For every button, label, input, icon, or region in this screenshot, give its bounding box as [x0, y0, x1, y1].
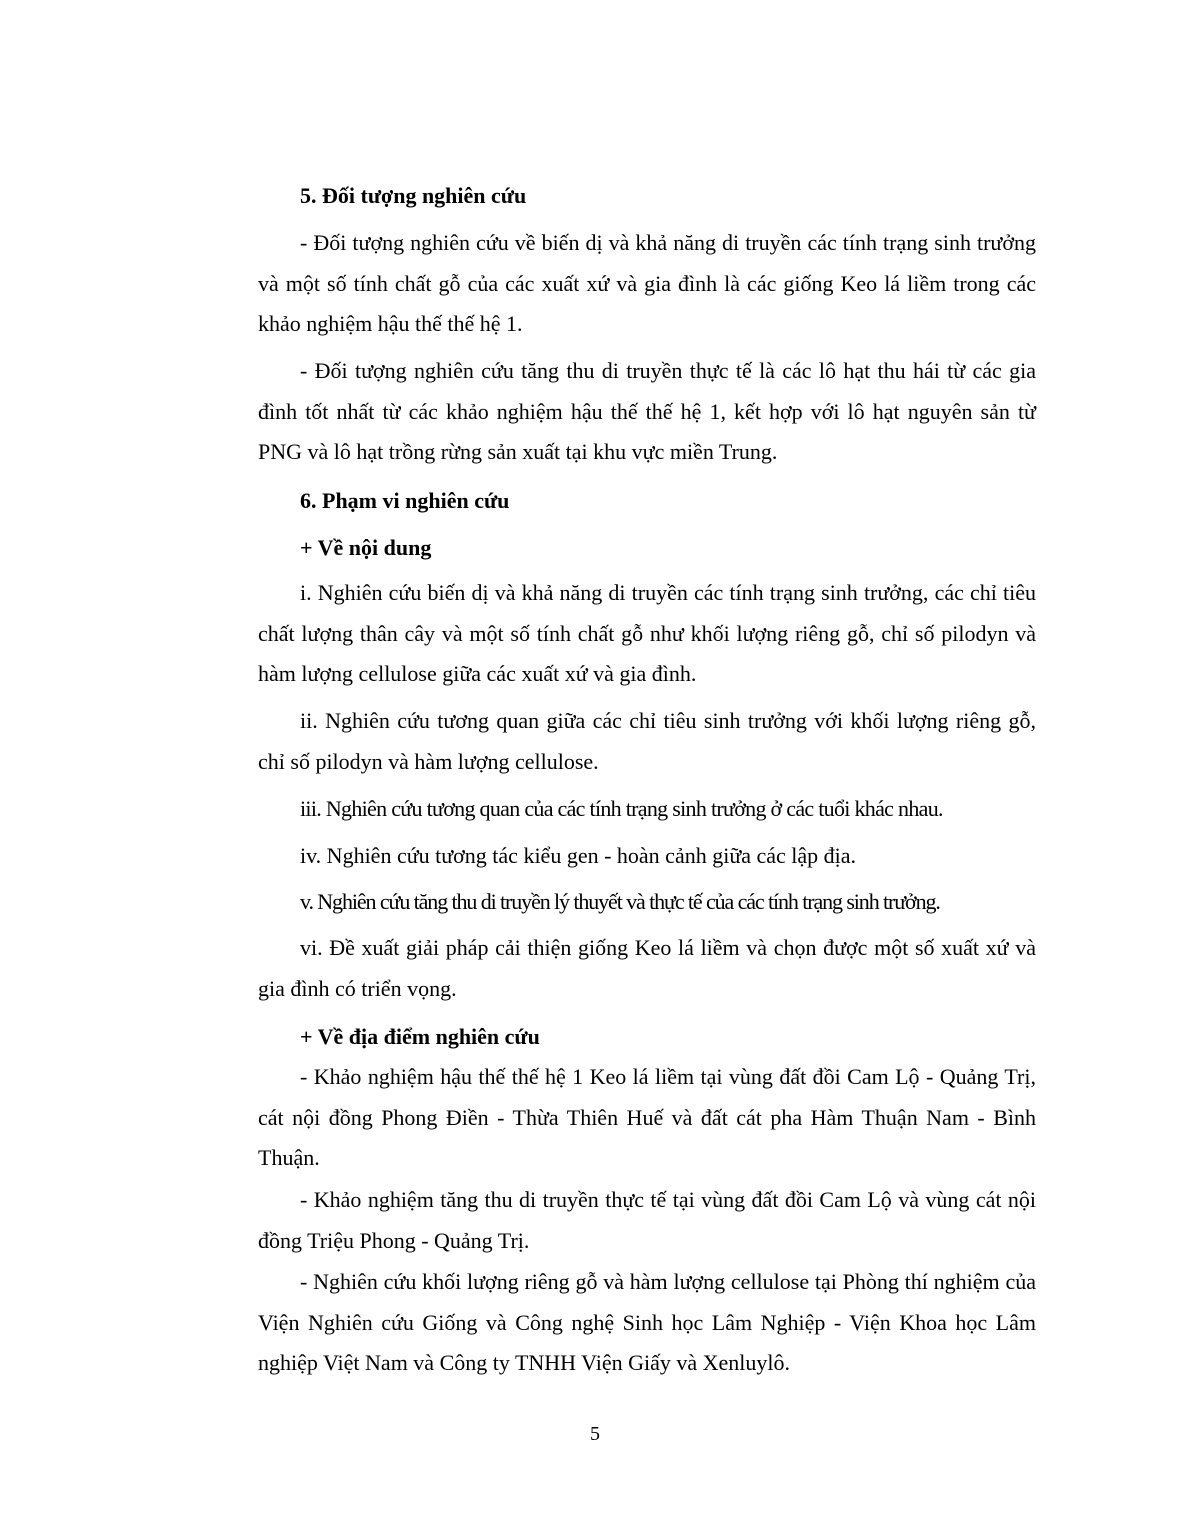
location-2 [258, 1180, 1036, 1261]
section-5-heading: 5. Đối tượng nghiên cứu [300, 183, 527, 208]
list-item: ii. Nghiên cứu tương quan giữa các chỉ tiêu sinh trưởng với khối lượng riêng gỗ, chỉ số pilodyn và hàm lượng cellulose. [258, 708, 1036, 774]
page-number: 5 [590, 1423, 600, 1445]
list-item: i. Nghiên cứu biến dị và khả năng di truyền các tính trạng sinh trưởng, các chỉ tiêu chất lượng thân cây và một số tính chất gỗ như khối lượng riêng gỗ, chỉ số pilodyn và hàm lượng cellulose giữa các xuất xứ và gia đình. [258, 580, 1036, 686]
item-iv: iv. Nghiên cứu tương tác kiểu gen - hoàn cảnh giữa các lập địa. [300, 843, 857, 868]
list-item: - Khảo nghiệm tăng thu di truyền thực tế tại vùng đất đồi Cam Lộ và vùng cát nội đồng Triệu Phong - Quảng Trị. [258, 1187, 1036, 1253]
list-item: vi. Đề xuất giải pháp cải thiện giống Keo lá liềm và chọn được một số xuất xứ và gia đình có triển vọng. [258, 935, 1036, 1001]
list-item: - Nghiên cứu khối lượng riêng gỗ và hàm lượng cellulose tại Phòng thí nghiệm của Viện Nghiên cứu Giống và Công nghệ Sinh học Lâm Nghiệp - Viện Khoa học Lâm nghiệp Việt Nam và Công ty TNHH Viện Giấy và Xenluylô. [258, 1269, 1036, 1375]
list-item: - Khảo nghiệm hậu thế thế hệ 1 Keo lá liềm tại vùng đất đồi Cam Lộ - Quảng Trị, cát nội đồng Phong Điền - Thừa Thiên Huế và đất cát pha Hàm Thuận Nam - Bình Thuận. [258, 1064, 1036, 1170]
location-1 [258, 1057, 1036, 1179]
item-i [258, 573, 1036, 695]
content-subheading: + Về nội dung [300, 535, 432, 560]
item-vi [258, 928, 1036, 1009]
item-v: v. Nghiên cứu tăng thu di truyền lý thuyết và thực tế của các tính trạng sinh trưởng. [300, 889, 940, 914]
section-5-paragraph-1 [258, 223, 1036, 345]
item-iii: iii. Nghiên cứu tương quan của các tính trạng sinh trưởng ở các tuổi khác nhau. [300, 796, 943, 821]
location-3 [258, 1262, 1036, 1384]
section-6-heading: 6. Phạm vi nghiên cứu [300, 488, 510, 513]
section-5-paragraph-2 [258, 351, 1036, 473]
item-ii [258, 701, 1036, 782]
paragraph: - Đối tượng nghiên cứu về biến dị và khả năng di truyền các tính trạng sinh trưởng và một số tính chất gỗ của các xuất xứ và gia đình là các giống Keo lá liềm trong các khảo nghiệm hậu thế thế hệ 1. [258, 230, 1036, 336]
location-subheading: + Về địa điểm nghiên cứu [300, 1024, 540, 1049]
paragraph: - Đối tượng nghiên cứu tăng thu di truyền thực tế là các lô hạt thu hái từ các gia đình tốt nhất từ các khảo nghiệm hậu thế thế hệ 1, kết hợp với lô hạt nguyên sản từ PNG và lô hạt trồng rừng sản xuất tại khu vực miền Trung. [258, 358, 1036, 464]
